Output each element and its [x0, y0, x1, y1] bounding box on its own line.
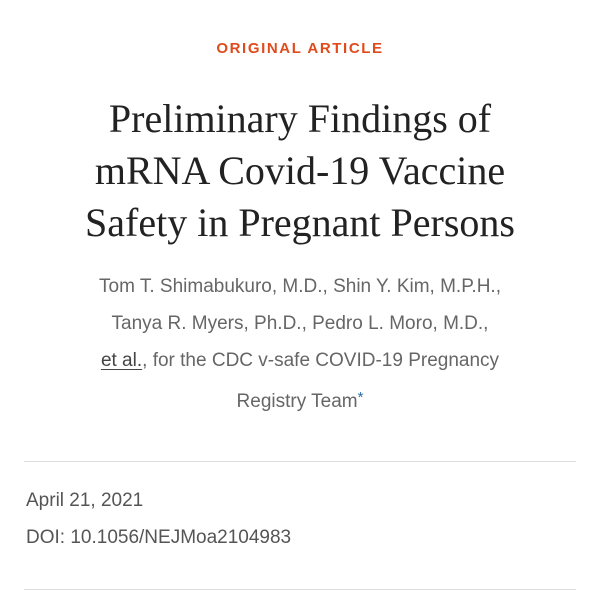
title-line: Safety in Pregnant Persons — [85, 200, 515, 245]
footnote-asterisk-link[interactable]: * — [357, 389, 364, 406]
doi-text: DOI: 10.1056/NEJMoa2104983 — [26, 527, 292, 548]
article-title — [40, 93, 560, 249]
title-line: Preliminary Findings of — [108, 96, 492, 141]
article-type-label: ORIGINAL ARTICLE — [216, 40, 384, 57]
author-line: Tom T. Shimabukuro, M.D., Shin Y. Kim, M.P.H., — [99, 276, 501, 297]
author-list — [30, 268, 570, 420]
publication-date: April 21, 2021 — [26, 490, 144, 511]
group-text: , for the CDC v-safe COVID-19 Pregnancy — [142, 350, 500, 371]
author-line: Tanya R. Myers, Ph.D., Pedro L. Moro, M.D., — [111, 313, 489, 334]
top-divider — [24, 461, 576, 462]
group-text-cont: Registry Team — [236, 391, 358, 412]
author-line-group — [30, 342, 570, 379]
title-line: mRNA Covid-19 Vaccine — [94, 148, 506, 193]
et-al-link[interactable]: et al. — [100, 350, 143, 371]
bottom-divider — [24, 589, 576, 590]
author-line-group-cont — [30, 379, 570, 420]
